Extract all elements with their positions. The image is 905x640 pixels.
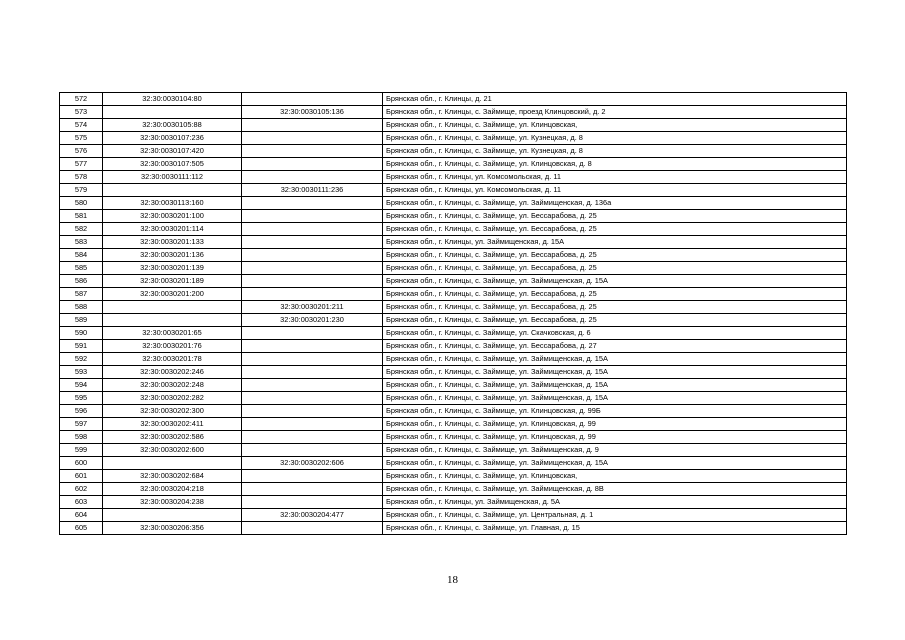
address-cell: Брянская обл., г. Клинцы, с. Займище, ул. Клинцовская, д. 99Б xyxy=(383,405,847,418)
table-row xyxy=(60,314,847,327)
cadastral-number-cell: 32:30:0030202:600 xyxy=(103,444,242,457)
address-cell: Брянская обл., г. Клинцы, ул. Комсомольская, д. 11 xyxy=(383,184,847,197)
address-cell: Брянская обл., г. Клинцы, с. Займище, ул. Бессарабова, д. 25 xyxy=(383,301,847,314)
table-row xyxy=(60,431,847,444)
table-row xyxy=(60,457,847,470)
table-row xyxy=(60,171,847,184)
address-cell: Брянская обл., г. Клинцы, с. Займище, ул. Кузнецкая, д. 8 xyxy=(383,132,847,145)
table-row xyxy=(60,132,847,145)
table-row xyxy=(60,236,847,249)
row-number-cell: 587 xyxy=(60,288,103,301)
cadastral-number-secondary-cell xyxy=(242,158,383,171)
cadastral-number-cell: 32:30:0030201:136 xyxy=(103,249,242,262)
row-number-cell: 601 xyxy=(60,470,103,483)
table-row xyxy=(60,275,847,288)
cadastral-number-cell: 32:30:0030201:114 xyxy=(103,223,242,236)
cadastral-number-secondary-cell xyxy=(242,366,383,379)
cadastral-number-cell: 32:30:0030202:248 xyxy=(103,379,242,392)
cadastral-number-cell: 32:30:0030201:139 xyxy=(103,262,242,275)
cadastral-number-cell: 32:30:0030107:236 xyxy=(103,132,242,145)
row-number-cell: 582 xyxy=(60,223,103,236)
row-number-cell: 595 xyxy=(60,392,103,405)
cadastral-number-cell: 32:30:0030204:218 xyxy=(103,483,242,496)
address-cell: Брянская обл., г. Клинцы, с. Займище, ул. Бессарабова, д. 25 xyxy=(383,223,847,236)
table-row xyxy=(60,444,847,457)
row-number-cell: 594 xyxy=(60,379,103,392)
cadastral-number-secondary-cell: 32:30:0030201:230 xyxy=(242,314,383,327)
address-cell: Брянская обл., г. Клинцы, с. Займище, ул. Клинцовская, д. 8 xyxy=(383,158,847,171)
cadastral-number-secondary-cell: 32:30:0030111:236 xyxy=(242,184,383,197)
row-number-cell: 605 xyxy=(60,522,103,535)
cadastral-number-cell: 32:30:0030104:80 xyxy=(103,93,242,106)
cadastral-number-cell: 32:30:0030107:505 xyxy=(103,158,242,171)
cadastral-number-secondary-cell: 32:30:0030204:477 xyxy=(242,509,383,522)
cadastral-number-secondary-cell xyxy=(242,496,383,509)
cadastral-number-secondary-cell xyxy=(242,223,383,236)
address-cell: Брянская обл., г. Клинцы, д. 21 xyxy=(383,93,847,106)
cadastral-number-cell xyxy=(103,301,242,314)
address-cell: Брянская обл., г. Клинцы, с. Займище, ул. Займищенская, д. 15А xyxy=(383,366,847,379)
cadastral-number-secondary-cell xyxy=(242,418,383,431)
row-number-cell: 580 xyxy=(60,197,103,210)
row-number-cell: 599 xyxy=(60,444,103,457)
table-body xyxy=(60,93,847,535)
cadastral-number-cell xyxy=(103,457,242,470)
row-number-cell: 597 xyxy=(60,418,103,431)
cadastral-number-secondary-cell xyxy=(242,470,383,483)
table-row xyxy=(60,379,847,392)
cadastral-number-secondary-cell xyxy=(242,444,383,457)
cadastral-number-secondary-cell xyxy=(242,340,383,353)
table-row xyxy=(60,301,847,314)
cadastral-number-secondary-cell xyxy=(242,262,383,275)
address-cell: Брянская обл., г. Клинцы, с. Займище, ул. Главная, д. 15 xyxy=(383,522,847,535)
table-row xyxy=(60,418,847,431)
cadastral-number-secondary-cell xyxy=(242,249,383,262)
table-row xyxy=(60,223,847,236)
cadastral-number-cell: 32:30:0030201:65 xyxy=(103,327,242,340)
cadastral-number-cell: 32:30:0030201:76 xyxy=(103,340,242,353)
row-number-cell: 588 xyxy=(60,301,103,314)
cadastral-number-cell: 32:30:0030202:411 xyxy=(103,418,242,431)
cadastral-number-secondary-cell xyxy=(242,210,383,223)
address-cell: Брянская обл., г. Клинцы, с. Займище, ул. Займищенская, д. 136а xyxy=(383,197,847,210)
cadastral-number-secondary-cell xyxy=(242,93,383,106)
table-row xyxy=(60,522,847,535)
row-number-cell: 602 xyxy=(60,483,103,496)
table-row xyxy=(60,340,847,353)
cadastral-number-cell xyxy=(103,509,242,522)
cadastral-number-secondary-cell xyxy=(242,379,383,392)
cadastral-number-secondary-cell: 32:30:0030202:606 xyxy=(242,457,383,470)
cadastral-number-secondary-cell xyxy=(242,119,383,132)
table-row xyxy=(60,392,847,405)
table-row xyxy=(60,106,847,119)
cadastral-number-secondary-cell xyxy=(242,405,383,418)
table-row xyxy=(60,470,847,483)
address-cell: Брянская обл., г. Клинцы, ул. Займищенская, д. 5А xyxy=(383,496,847,509)
cadastral-number-secondary-cell xyxy=(242,145,383,158)
row-number-cell: 598 xyxy=(60,431,103,444)
row-number-cell: 586 xyxy=(60,275,103,288)
row-number-cell: 573 xyxy=(60,106,103,119)
table-row xyxy=(60,288,847,301)
cadastral-number-secondary-cell xyxy=(242,392,383,405)
table-row xyxy=(60,496,847,509)
row-number-cell: 589 xyxy=(60,314,103,327)
row-number-cell: 603 xyxy=(60,496,103,509)
table-row xyxy=(60,405,847,418)
address-cell: Брянская обл., г. Клинцы, с. Займище, ул. Бессарабова, д. 25 xyxy=(383,314,847,327)
table-row xyxy=(60,509,847,522)
page-number: 18 xyxy=(447,574,458,586)
cadastral-number-cell: 32:30:0030206:356 xyxy=(103,522,242,535)
table-row xyxy=(60,184,847,197)
table-row xyxy=(60,353,847,366)
address-cell: Брянская обл., г. Клинцы, с. Займище, ул. Бессарабова, д. 25 xyxy=(383,262,847,275)
row-number-cell: 584 xyxy=(60,249,103,262)
row-number-cell: 604 xyxy=(60,509,103,522)
row-number-cell: 574 xyxy=(60,119,103,132)
table-row xyxy=(60,197,847,210)
row-number-cell: 583 xyxy=(60,236,103,249)
address-cell: Брянская обл., г. Клинцы, с. Займище, ул. Займищенская, д. 15А xyxy=(383,275,847,288)
row-number-cell: 590 xyxy=(60,327,103,340)
address-cell: Брянская обл., г. Клинцы, ул. Комсомольская, д. 11 xyxy=(383,171,847,184)
table-row xyxy=(60,366,847,379)
address-cell: Брянская обл., г. Клинцы, с. Займище, ул. Бессарабова, д. 25 xyxy=(383,210,847,223)
table-row xyxy=(60,158,847,171)
cadastral-number-secondary-cell xyxy=(242,171,383,184)
row-number-cell: 593 xyxy=(60,366,103,379)
table-row xyxy=(60,145,847,158)
cadastral-number-cell: 32:30:0030105:88 xyxy=(103,119,242,132)
cadastral-number-cell: 32:30:0030202:586 xyxy=(103,431,242,444)
address-cell: Брянская обл., г. Клинцы, с. Займище, ул. Займищенская, д. 8В xyxy=(383,483,847,496)
cadastral-number-cell: 32:30:0030201:200 xyxy=(103,288,242,301)
cadastral-number-secondary-cell xyxy=(242,275,383,288)
cadastral-number-secondary-cell xyxy=(242,431,383,444)
address-cell: Брянская обл., г. Клинцы, с. Займище, ул. Займищенская, д. 9 xyxy=(383,444,847,457)
address-cell: Брянская обл., г. Клинцы, с. Займище, ул. Займищенская, д. 15А xyxy=(383,379,847,392)
table-row xyxy=(60,483,847,496)
row-number-cell: 577 xyxy=(60,158,103,171)
address-cell: Брянская обл., г. Клинцы, с. Займище, ул. Клинцовская, д. 99 xyxy=(383,431,847,444)
row-number-cell: 579 xyxy=(60,184,103,197)
cadastral-number-secondary-cell: 32:30:0030105:136 xyxy=(242,106,383,119)
cadastral-number-cell: 32:30:0030202:300 xyxy=(103,405,242,418)
table-row xyxy=(60,119,847,132)
cadastral-number-cell: 32:30:0030113:160 xyxy=(103,197,242,210)
row-number-cell: 578 xyxy=(60,171,103,184)
cadastral-number-secondary-cell xyxy=(242,288,383,301)
row-number-cell: 572 xyxy=(60,93,103,106)
cadastral-number-secondary-cell xyxy=(242,327,383,340)
table-row xyxy=(60,249,847,262)
cadastral-number-cell: 32:30:0030202:684 xyxy=(103,470,242,483)
table-row xyxy=(60,262,847,275)
row-number-cell: 600 xyxy=(60,457,103,470)
row-number-cell: 591 xyxy=(60,340,103,353)
cadastral-number-cell: 32:30:0030201:78 xyxy=(103,353,242,366)
address-cell: Брянская обл., г. Клинцы, с. Займище, ул. Клинцовская, xyxy=(383,470,847,483)
cadastral-number-cell: 32:30:0030202:246 xyxy=(103,366,242,379)
row-number-cell: 581 xyxy=(60,210,103,223)
row-number-cell: 575 xyxy=(60,132,103,145)
cadastral-number-cell: 32:30:0030201:133 xyxy=(103,236,242,249)
cadastral-number-cell xyxy=(103,184,242,197)
row-number-cell: 592 xyxy=(60,353,103,366)
table-row xyxy=(60,327,847,340)
cadastral-number-cell: 32:30:0030204:238 xyxy=(103,496,242,509)
cadastral-number-cell: 32:30:0030201:100 xyxy=(103,210,242,223)
cadastral-number-cell xyxy=(103,314,242,327)
cadastral-number-cell: 32:30:0030107:420 xyxy=(103,145,242,158)
address-cell: Брянская обл., г. Клинцы, с. Займище, ул. Клинцовская, xyxy=(383,119,847,132)
address-cell: Брянская обл., г. Клинцы, ул. Займищенская, д. 15А xyxy=(383,236,847,249)
cadastral-number-cell: 32:30:0030201:189 xyxy=(103,275,242,288)
address-cell: Брянская обл., г. Клинцы, с. Займище, проезд Клинцовский, д. 2 xyxy=(383,106,847,119)
address-cell: Брянская обл., г. Клинцы, с. Займище, ул. Займищенская, д. 15А xyxy=(383,457,847,470)
cadastral-number-cell xyxy=(103,106,242,119)
cadastral-table xyxy=(59,92,847,535)
address-cell: Брянская обл., г. Клинцы, с. Займище, ул. Займищенская, д. 15А xyxy=(383,353,847,366)
address-cell: Брянская обл., г. Клинцы, с. Займище, ул. Займищенская, д. 15А xyxy=(383,392,847,405)
row-number-cell: 585 xyxy=(60,262,103,275)
address-cell: Брянская обл., г. Клинцы, с. Займище, ул. Клинцовская, д. 99 xyxy=(383,418,847,431)
cadastral-number-cell: 32:30:0030202:282 xyxy=(103,392,242,405)
address-cell: Брянская обл., г. Клинцы, с. Займище, ул. Бессарабова, д. 25 xyxy=(383,288,847,301)
address-cell: Брянская обл., г. Клинцы, с. Займище, ул. Скачковская, д. 6 xyxy=(383,327,847,340)
row-number-cell: 576 xyxy=(60,145,103,158)
cadastral-number-secondary-cell xyxy=(242,353,383,366)
cadastral-number-secondary-cell xyxy=(242,236,383,249)
address-cell: Брянская обл., г. Клинцы, с. Займище, ул. Бессарабова, д. 27 xyxy=(383,340,847,353)
cadastral-number-secondary-cell xyxy=(242,483,383,496)
table-row xyxy=(60,210,847,223)
cadastral-number-secondary-cell: 32:30:0030201:211 xyxy=(242,301,383,314)
address-cell: Брянская обл., г. Клинцы, с. Займище, ул. Бессарабова, д. 25 xyxy=(383,249,847,262)
address-cell: Брянская обл., г. Клинцы, с. Займище, ул. Кузнецкая, д. 8 xyxy=(383,145,847,158)
row-number-cell: 596 xyxy=(60,405,103,418)
cadastral-number-secondary-cell xyxy=(242,197,383,210)
cadastral-number-cell: 32:30:0030111:112 xyxy=(103,171,242,184)
address-cell: Брянская обл., г. Клинцы, с. Займище, ул. Центральная, д. 1 xyxy=(383,509,847,522)
cadastral-number-secondary-cell xyxy=(242,132,383,145)
table-row xyxy=(60,93,847,106)
cadastral-number-secondary-cell xyxy=(242,522,383,535)
